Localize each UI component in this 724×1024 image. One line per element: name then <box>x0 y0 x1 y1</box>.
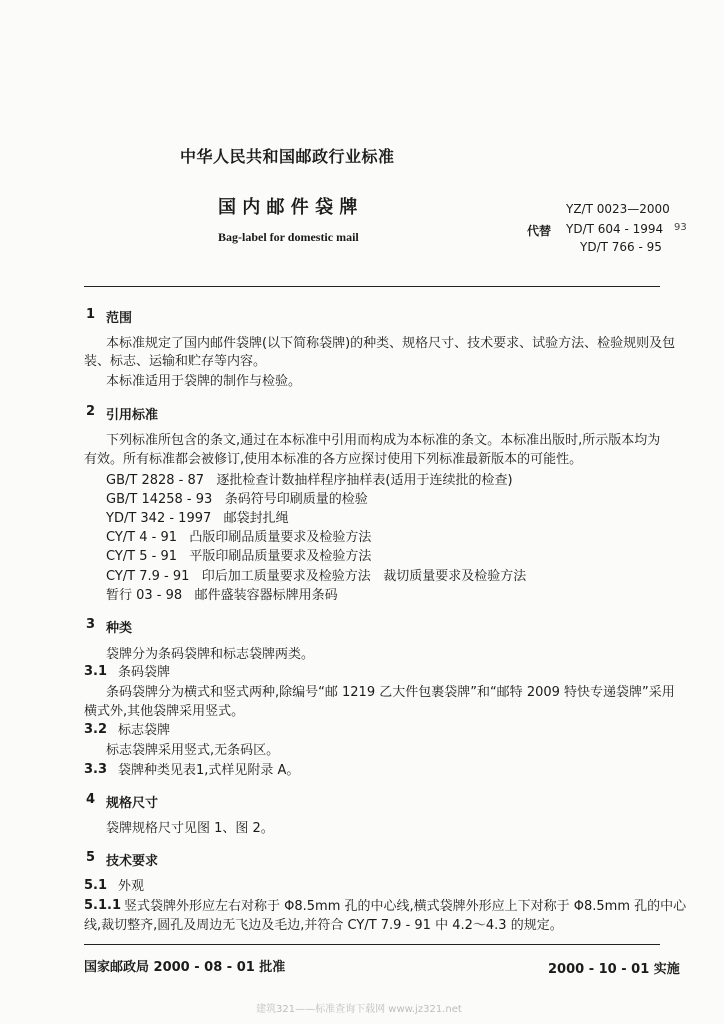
section-2-paragraph: 下列标准所包含的条文,通过在本标准中引用而构成为本标准的条文。本标准出版时,所示版本均为 <box>106 433 661 448</box>
approval-date: 国家邮政局 2000 - 08 - 01 批准 <box>84 960 286 975</box>
section-1-number: 1 <box>86 307 96 322</box>
replaces-standard-1: YD/T 604 - 1994 <box>566 222 664 236</box>
section-5-number: 5 <box>86 850 96 865</box>
reference-item: CY/T 5 - 91 平版印刷品质量要求及检验方法 <box>106 549 372 564</box>
reference-item: YD/T 342 - 1997 邮袋封扎绳 <box>106 511 289 526</box>
section-2-paragraph-cont: 有效。所有标准都会被修订,使用本标准的各方应探讨使用下列标准最新版本的可能性。 <box>84 452 583 467</box>
section-1-paragraph: 本标准规定了国内邮件袋牌(以下简称袋牌)的种类、规格尺寸、技术要求、试验方法、检验规则及包 <box>106 336 676 351</box>
section-3-2-title: 标志袋牌 <box>118 723 171 738</box>
reference-item: 暂行 03 - 98 邮件盛装容器标牌用条码 <box>106 588 338 603</box>
org-title: 中华人民共和国邮政行业标准 <box>180 147 395 166</box>
section-3-3-text: 袋牌种类见表1,式样见附录 A。 <box>118 763 300 778</box>
section-3-paragraph: 袋牌分为条码袋牌和标志袋牌两类。 <box>106 647 315 662</box>
section-5-1-1-number: 5.1.1 <box>84 898 122 913</box>
section-1-scope: 本标准适用于袋牌的制作与检验。 <box>106 374 302 389</box>
replaces-standard-2: YD/T 766 - 95 <box>580 240 662 254</box>
section-1-title: 范围 <box>106 311 133 326</box>
section-3-2-number: 3.2 <box>84 722 108 737</box>
section-3-1-paragraph-cont: 横式外,其他袋牌采用竖式。 <box>84 704 245 719</box>
reference-item: CY/T 4 - 91 凸版印刷品质量要求及检验方法 <box>106 530 372 545</box>
section-3-1-paragraph: 条码袋牌分为横式和竖式两种,除编号“邮 1219 乙大件包裹袋牌”和“邮特 2009 特快专递袋牌”采用 <box>106 685 675 700</box>
footer-rule <box>84 944 660 945</box>
section-5-1-1-paragraph-cont: 线,裁切整齐,圆孔及周边无飞边及毛边,并符合 CY/T 7.9 - 91 中 4.2～4.3 的规定。 <box>84 918 563 933</box>
section-4-paragraph: 袋牌规格尺寸见图 1、图 2。 <box>106 821 274 836</box>
replaces-label: 代替 <box>527 224 552 238</box>
header-rule <box>84 286 660 287</box>
section-5-1-1-paragraph: 竖式袋牌外形应左右对称于 Φ8.5mm 孔的中心线,横式袋牌外形应上下对称于 Φ8.5mm 孔的中心 <box>124 899 687 914</box>
reference-item: GB/T 2828 - 87 逐批检查计数抽样程序抽样表(适用于连续批的检查) <box>106 473 513 488</box>
section-4-number: 4 <box>86 792 96 807</box>
section-2-title: 引用标准 <box>106 408 159 423</box>
section-3-1-title: 条码袋牌 <box>118 665 171 680</box>
section-5-title: 技术要求 <box>106 854 159 869</box>
reference-item: GB/T 14258 - 93 条码符号印刷质量的检验 <box>106 492 368 507</box>
section-2-number: 2 <box>86 404 96 419</box>
section-3-1-number: 3.1 <box>84 664 108 679</box>
section-5-1-number: 5.1 <box>84 878 108 893</box>
section-4-title: 规格尺寸 <box>106 796 159 811</box>
reference-item: CY/T 7.9 - 91 印后加工质量要求及检验方法 裁切质量要求及检验方法 <box>106 569 527 584</box>
standard-code: YZ/T 0023—2000 <box>566 202 670 216</box>
section-3-number: 3 <box>86 617 96 632</box>
section-3-title: 种类 <box>106 621 133 636</box>
margin-note: 93 <box>674 222 687 233</box>
section-3-2-paragraph: 标志袋牌采用竖式,无条码区。 <box>106 743 280 758</box>
watermark: 建筑321——标准查询下载网 www.jz321.net <box>256 1004 462 1015</box>
section-5-1-title: 外观 <box>118 879 145 894</box>
document-title-en: Bag-label for domestic mail <box>218 230 359 244</box>
section-1-paragraph-cont: 装、标志、运输和贮存等内容。 <box>84 354 267 369</box>
implementation-date: 2000 - 10 - 01 实施 <box>548 962 680 977</box>
section-3-3-number: 3.3 <box>84 762 108 777</box>
document-title: 国 内 邮 件 袋 牌 <box>218 197 358 218</box>
